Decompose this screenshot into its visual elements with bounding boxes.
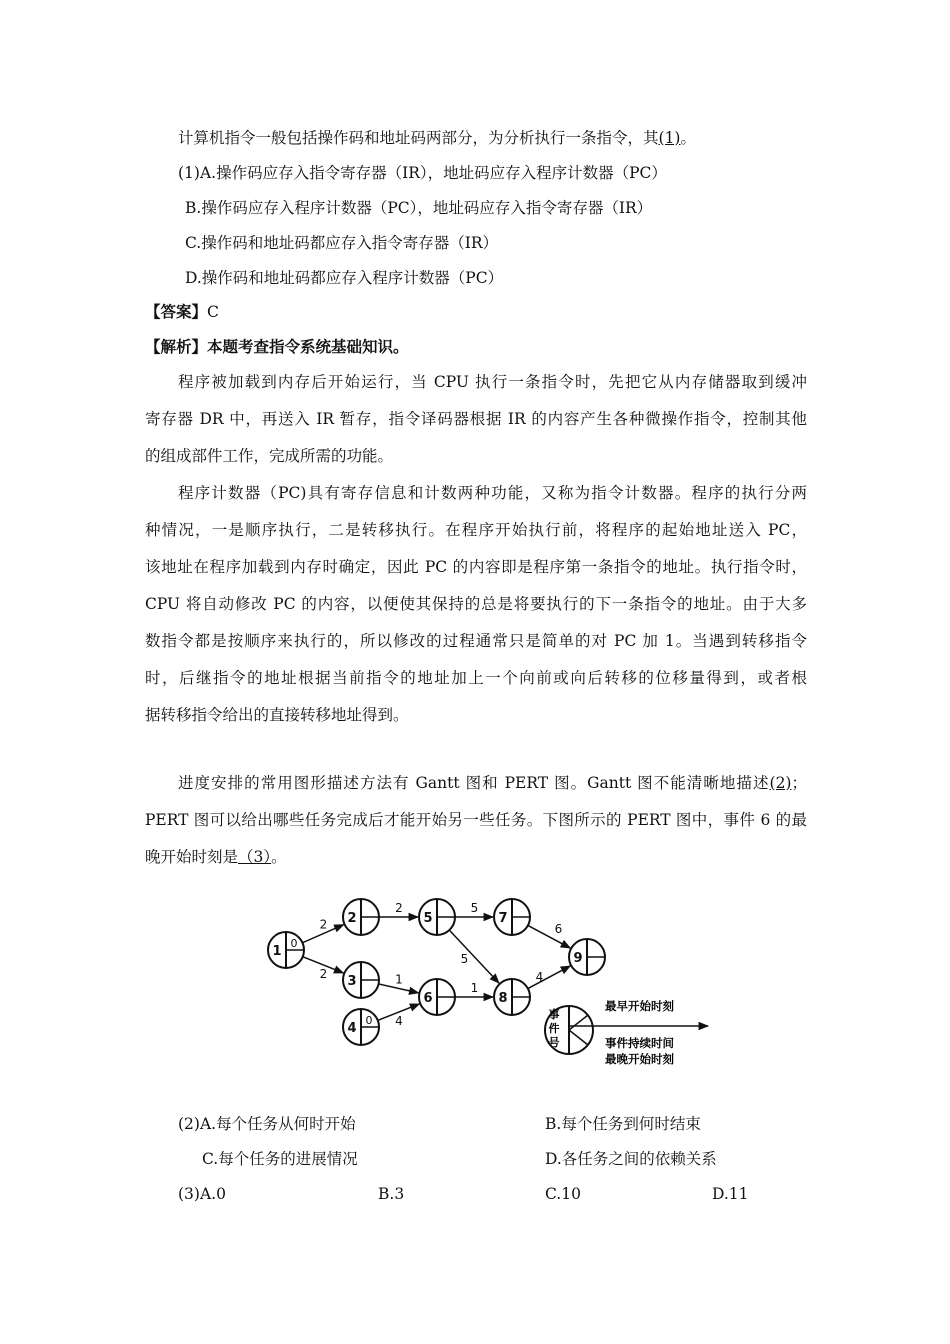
pert-edge-5-8	[449, 930, 499, 983]
legend-duration: 事件持续时间	[605, 1036, 674, 1050]
q2-stem-text: 进度安排的常用图形描述方法有 Gantt 图和 PERT 图。Gantt 图不能清晰地描述	[178, 774, 770, 792]
pert-node-id: 1	[272, 944, 282, 959]
q2-stem-line3	[145, 847, 287, 867]
q2-stem-line1	[178, 773, 807, 793]
pert-node-id: 6	[423, 991, 433, 1006]
pert-edge-duration: 4	[395, 1014, 403, 1028]
para2-line: CPU 将自动修改 PC 的内容，以便使其保持的总是将要执行的下一条指令的地址。由于大多	[145, 595, 807, 613]
pert-edge-duration: 5	[470, 901, 479, 915]
para2-line: 该地址在程序加载到内存时确定，因此 PC 的内容即是程序第一条指令的地址。执行指令时，	[145, 558, 807, 576]
pert-node-9	[569, 939, 605, 975]
q1-stem-text: 计算机指令一般包括操作码和地址码两部分，为分析执行一条指令，其	[178, 129, 659, 147]
q2-option-c: C.每个任务的进展情况	[202, 1150, 358, 1168]
para1-line: 寄存器 DR 中，再送入 IR 暂存，指令译码器根据 IR 的内容产生各种微操作指令，控制其他	[145, 410, 807, 428]
pert-node-id: 7	[498, 911, 508, 926]
q1-option-a: (1)A.操作码应存入指令寄存器（IR），地址码应存入程序计数器（PC）	[178, 164, 667, 182]
pert-edge-8-9	[528, 966, 570, 989]
pert-edge-duration: 2	[319, 967, 328, 981]
q3-option-a: (3)A.0	[178, 1185, 226, 1203]
pert-edge-duration: 6	[554, 922, 563, 936]
pert-diagram	[250, 895, 710, 1075]
pert-node-3	[343, 962, 379, 998]
legend-event-char: 事	[548, 1008, 560, 1021]
pert-edge-duration: 4	[535, 970, 544, 984]
answer-line	[145, 302, 219, 322]
q3-option-b: B.3	[378, 1185, 405, 1203]
q3-option-d: D.11	[712, 1185, 749, 1203]
para2-line: 据转移指令给出的直接转移地址得到。	[145, 706, 409, 724]
pert-node-early-time: 0	[365, 1014, 373, 1027]
q2-option-d: D.各任务之间的依赖关系	[545, 1150, 717, 1168]
pert-node-2	[343, 899, 379, 935]
pert-node-id: 5	[423, 911, 433, 926]
analysis-title: 本题考查指令系统基础知识。	[207, 338, 409, 356]
para2-line: 种情况，一是顺序执行，二是转移执行。在程序开始执行前，将程序的起始地址送入 PC，	[145, 521, 807, 539]
pert-node-id: 3	[347, 974, 357, 989]
analysis-line	[145, 337, 409, 357]
para1-line: 程序被加载到内存后开始运行，当 CPU 执行一条指令时，先把它从内存储器取到缓冲	[178, 373, 807, 391]
pert-edge-duration: 1	[395, 972, 403, 987]
pert-node-7	[494, 899, 530, 935]
pert-node-4	[343, 1009, 379, 1045]
para2-line: 程序计数器（PC)具有寄存信息和计数两种功能，又称为指令计数器。程序的执行分两	[178, 484, 807, 502]
pert-node-id: 4	[347, 1021, 357, 1036]
q1-stem-end: 。	[680, 129, 696, 147]
answer-label: 【答案】	[145, 303, 208, 321]
q2-blank-2: (2)	[769, 774, 792, 792]
q1-blank: (1)	[658, 129, 681, 147]
q3-option-c: C.10	[545, 1185, 581, 1203]
q2-stem-end: 。	[271, 848, 287, 866]
pert-node-5	[419, 899, 455, 935]
legend-event-char: 件	[548, 1022, 560, 1035]
pert-node-id: 9	[573, 951, 583, 966]
pert-node-8	[494, 979, 530, 1015]
para2-line: 时，后继指令的地址根据当前指令的地址加上一个向前或向后转移的位移量得到，或者根	[145, 669, 807, 687]
pert-edge-duration: 5	[460, 952, 469, 966]
para2-line: 数指令都是按顺序来执行的，所以修改的过程通常只是简单的对 PC 加 1。当遇到转移指令	[145, 632, 807, 650]
analysis-label: 【解析】	[145, 338, 208, 356]
pert-node-1	[268, 932, 304, 968]
pert-edge-duration: 2	[319, 917, 328, 932]
para1-line: 的组成部件工作，完成所需的功能。	[145, 447, 394, 465]
q2-option-a: (2)A.每个任务从何时开始	[178, 1115, 356, 1133]
q1-stem	[178, 128, 696, 148]
pert-node-id: 8	[498, 991, 508, 1006]
pert-node-early-time: 0	[290, 937, 298, 950]
q2-blank-3: （3）	[238, 848, 272, 866]
q2-stem-punct: ；	[791, 774, 807, 792]
pert-edge-duration: 1	[470, 981, 479, 995]
pert-edge-7-9	[528, 925, 570, 948]
q1-option-b: B.操作码应存入程序计数器（PC），地址码应存入指令寄存器（IR）	[185, 199, 653, 217]
pert-edge-duration: 2	[395, 901, 403, 915]
legend-latest: 最晚开始时刻	[605, 1052, 674, 1066]
answer-value: C	[207, 303, 219, 321]
q2-stem-line2: PERT 图可以给出哪些任务完成后才能开始另一些任务。下图所示的 PERT 图中，事件 6 的最	[145, 811, 807, 829]
pert-node-6	[419, 979, 455, 1015]
q2-option-b: B.每个任务到何时结束	[545, 1115, 701, 1133]
q2-stem-text: 晚开始时刻是	[145, 848, 239, 866]
legend-event-char: 号	[548, 1036, 560, 1049]
pert-node-id: 2	[347, 911, 357, 926]
legend-earliest: 最早开始时刻	[605, 999, 674, 1013]
q1-option-d: D.操作码和地址码都应存入程序计数器（PC）	[185, 269, 504, 287]
q1-option-c: C.操作码和地址码都应存入指令寄存器（IR）	[185, 234, 499, 252]
pert-legend	[545, 999, 708, 1066]
